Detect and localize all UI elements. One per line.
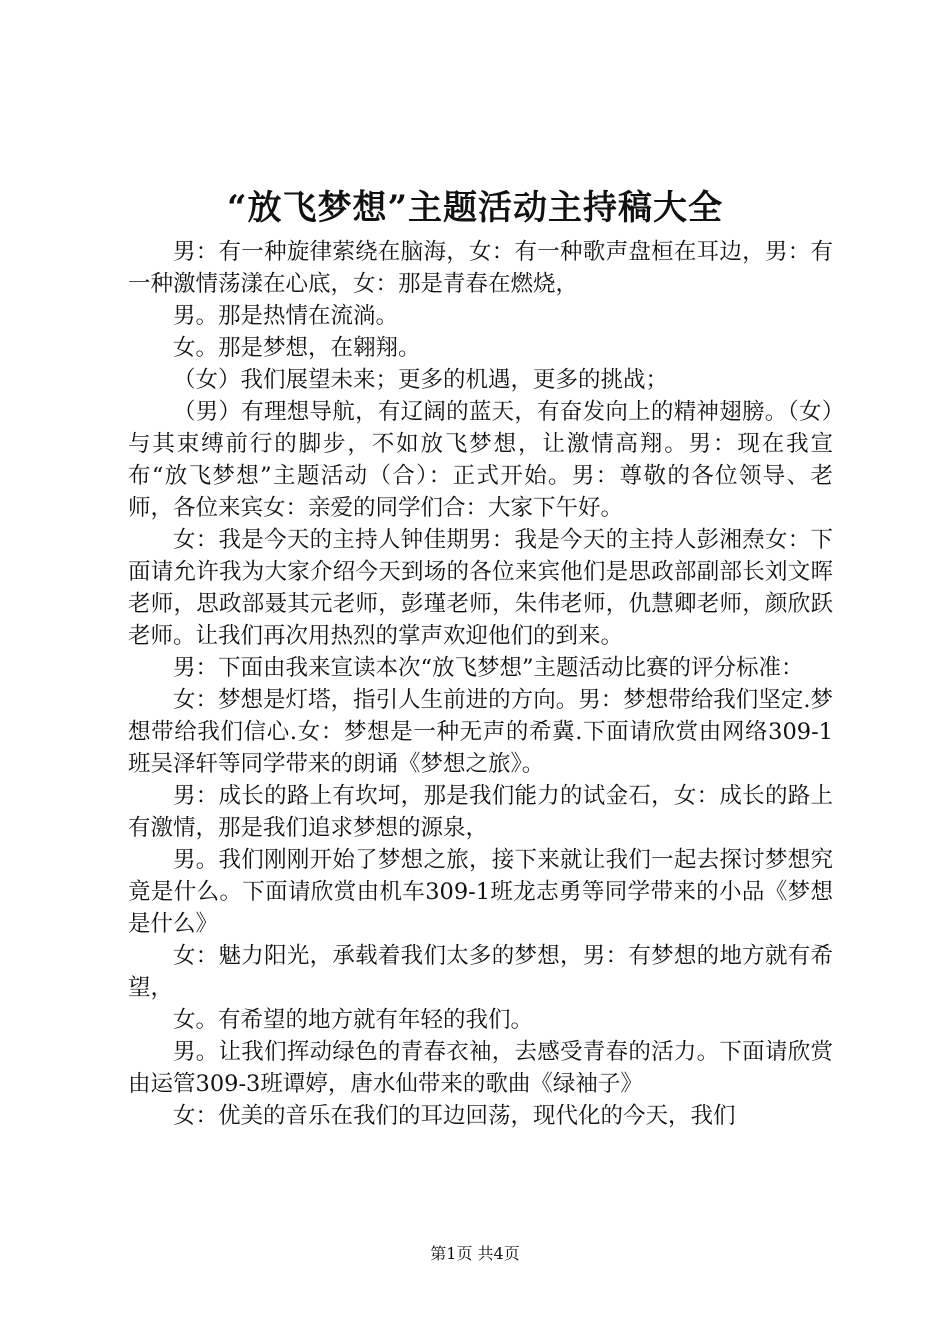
document-body (128, 236, 833, 1132)
paragraph: 男。我们刚刚开始了梦想之旅，接下来就让我们一起去探讨梦想究竟是什么。下面请欣赏由机车309-1班龙志勇等同学带来的小品《梦想是什么》 (128, 847, 833, 937)
paragraph: 男。让我们挥动绿色的青春衣袖，去感受青春的活力。下面请欣赏由运管309-3班谭婷，唐水仙带来的歌曲《绿袖子》 (128, 1039, 833, 1097)
paragraph: 女：魅力阳光，承载着我们太多的梦想，男：有梦想的地方就有希望， (128, 943, 833, 1001)
paragraph: 女：我是今天的主持人钟佳期男：我是今天的主持人彭湘焘女：下面请允许我为大家介绍今天到场的各位来宾他们是思政部副部长刘文晖老师，思政部聂其元老师，彭瑾老师，朱伟老师，仇慧卿老师，颜欣跃老师。让我们再次用热烈的掌声欢迎他们的到来。 (128, 527, 833, 649)
paragraph: 男：下面由我来宣读本次“放飞梦想”主题活动比赛的评分标准： (173, 655, 804, 681)
paragraph: （女）我们展望未来；更多的机遇，更多的挑战； (173, 367, 669, 393)
paragraph: 女。那是梦想，在翱翔。 (173, 335, 421, 361)
page-number-footer: 第1页 共4页 (430, 1244, 520, 1263)
paragraph: 女：优美的音乐在我们的耳边回荡，现代化的今天，我们 (173, 1103, 736, 1129)
document-title: “放飞梦想”主题活动主持稿大全 (226, 188, 724, 228)
paragraph: （男）有理想导航，有辽阔的蓝天，有奋发向上的精神翅膀。（女）与其束缚前行的脚步，不如放飞梦想，让激情高翔。男：现在我宣布“放飞梦想”主题活动（合）：正式开始。男：尊敬的各位领导、老师，各位来宾女：亲爱的同学们合：大家下午好。 (128, 399, 833, 521)
paragraph: 男。那是热情在流淌。 (173, 303, 399, 329)
paragraph: 女。有希望的地方就有年轻的我们。 (173, 1007, 534, 1033)
paragraph: 男：有一种旋律萦绕在脑海，女：有一种歌声盘桓在耳边，男：有一种激情荡漾在心底，女：那是青春在燃烧， (128, 239, 833, 297)
paragraph: 男：成长的路上有坎坷，那是我们能力的试金石，女：成长的路上有激情，那是我们追求梦想的源泉， (128, 783, 833, 841)
paragraph: 女：梦想是灯塔，指引人生前进的方向。男：梦想带给我们坚定.梦想带给我们信心.女：梦想是一种无声的希冀.下面请欣赏由网络309-1班吴泽轩等同学带来的朗诵《梦想之旅》。 (128, 687, 833, 777)
